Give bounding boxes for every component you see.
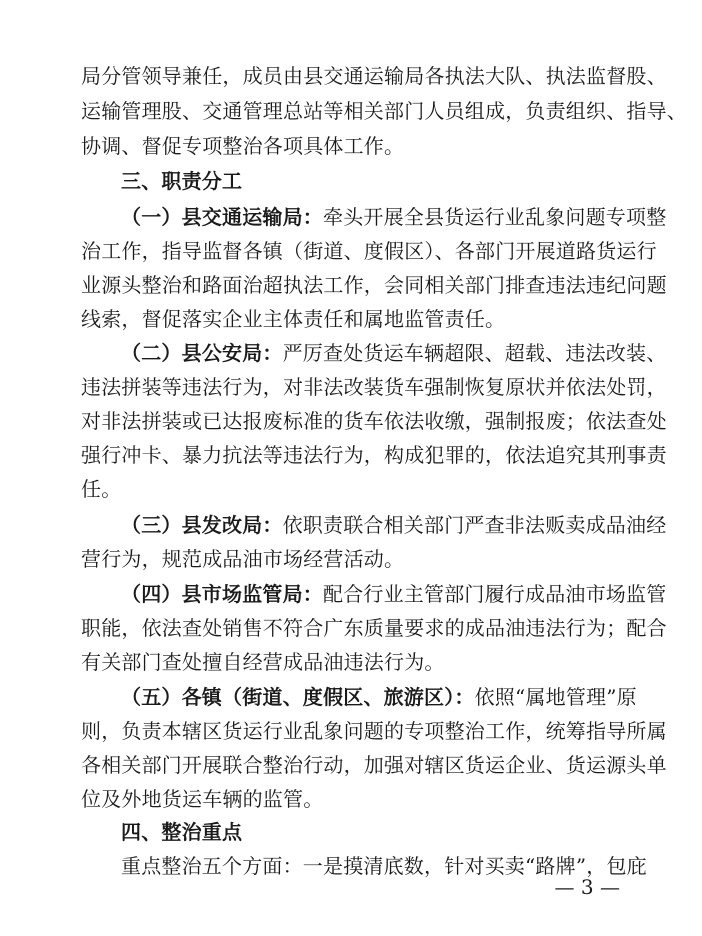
item-lead: （四）县市场监管局： — [121, 582, 323, 606]
body-text-line: 职能，依法查处销售不符合广东质量要求的成品油违法行为；配合 — [81, 616, 667, 640]
body-text-line: 营行为，规范成品油市场经营活动。 — [81, 547, 405, 571]
paragraph-first-line — [121, 580, 666, 608]
body-text-line: 运输管理股、交通管理总站等相关部门人员组成，负责组织、指导、 — [81, 99, 687, 123]
item-lead: （二）县公安局： — [121, 341, 283, 365]
item-text: 依照“属地管理”原 — [474, 685, 637, 709]
paragraph-first-line — [121, 203, 666, 231]
item-text: 严厉查处货运车辆超限、超载、违法改装、 — [282, 341, 667, 365]
section-heading: 三、职责分工 — [121, 169, 243, 193]
item-lead: （一）县交通运输局： — [121, 205, 323, 229]
section-heading: 四、整治重点 — [121, 820, 243, 844]
body-text-line: 局分管领导兼任，成员由县交通运输局各执法大队、执法监督股、 — [81, 64, 667, 88]
body-text-line: 各相关部门开展联合整治行动，加强对辖区货运企业、货运源头单 — [81, 753, 667, 777]
item-lead: （三）县发改局： — [121, 513, 283, 537]
item-text: 配合行业主管部门履行成品油市场监管 — [323, 582, 667, 606]
item-text: 依职责联合相关部门严查非法贩卖成品油经 — [282, 513, 667, 537]
body-text-line: 任。 — [81, 477, 122, 501]
body-text-line: 位及外地货运车辆的监管。 — [81, 787, 324, 811]
body-text-line: 违法拼装等违法行为，对非法改装货车强制恢复原状并依法处罚， — [81, 375, 667, 399]
paragraph-first-line — [121, 683, 637, 711]
body-text-line: 则，负责本辖区货运行业乱象问题的专项整治工作，统筹指导所属 — [81, 719, 667, 743]
body-text-line: 线索，督促落实企业主体责任和属地监管责任。 — [81, 307, 506, 331]
body-text-line: 重点整治五个方面：一是摸清底数，针对买卖“路牌”，包庇 — [121, 854, 647, 878]
body-text-line: 治工作，指导监督各镇（街道、度假区）、各部门开展道路货运行 — [81, 239, 657, 263]
page-number: — 3 — — [554, 875, 620, 899]
body-text-line: 对非法拼装或已达报废标准的货车依法收缴，强制报废；依法查处 — [81, 409, 667, 433]
item-text: 牵头开展全县货运行业乱象问题专项整 — [323, 205, 667, 229]
body-text-line: 有关部门查处擅自经营成品油违法行为。 — [81, 650, 445, 674]
item-lead: （五）各镇（街道、度假区、旅游区）： — [121, 685, 475, 709]
body-text-line: 强行冲卡、暴力抗法等违法行为，构成犯罪的，依法追究其刑事责 — [81, 443, 667, 467]
paragraph-first-line — [121, 339, 666, 367]
paragraph-first-line — [121, 511, 666, 539]
body-text-line: 协调、督促专项整治各项具体工作。 — [81, 134, 405, 158]
body-text-line: 业源头整治和路面治超执法工作，会同相关部门排查违法违纪问题 — [81, 273, 667, 297]
